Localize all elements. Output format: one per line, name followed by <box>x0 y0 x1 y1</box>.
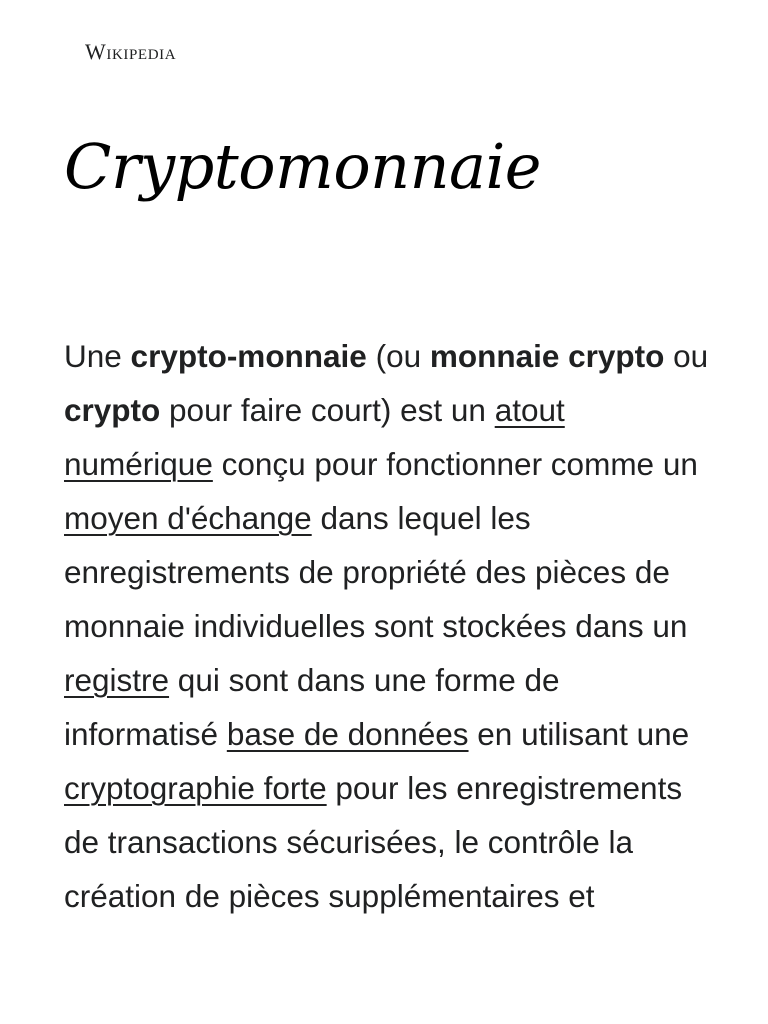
paragraph-text: en utilisant une <box>468 716 690 752</box>
paragraph-text: ou <box>664 338 709 374</box>
bold-term: crypto-monnaie <box>130 338 367 374</box>
paragraph-text: Une <box>64 338 131 374</box>
link-moyen-d-echange[interactable]: moyen d'échange <box>64 500 312 536</box>
paragraph-text: conçu pour fonctionner comme un <box>212 446 698 482</box>
paragraph-text: (ou <box>366 338 430 374</box>
paragraph-text: pour les enregistrements de transactions sécurisées, le contrôle la création de pièces supplémentaires et <box>64 770 683 914</box>
link-atout-numerique[interactable]: atout numérique <box>64 392 565 482</box>
article-paragraph <box>64 329 714 923</box>
paragraph-text: qui sont dans une forme de informatisé <box>64 662 560 752</box>
wikipedia-wordmark[interactable]: Wikipedia <box>85 39 177 64</box>
bold-term: crypto <box>64 392 161 428</box>
link-registre[interactable]: registre <box>64 662 170 698</box>
link-base-de-donnees[interactable]: base de données <box>226 716 469 752</box>
link-cryptographie-forte[interactable]: cryptographie forte <box>64 770 327 806</box>
page-title: Cryptomonnaie <box>64 130 541 203</box>
paragraph-text: pour faire court) est un <box>160 392 495 428</box>
paragraph-text: dans lequel les enregistrements de propriété des pièces de monnaie individuelles sont stockées dans un <box>64 500 688 644</box>
header <box>85 36 176 68</box>
bold-term: monnaie crypto <box>429 338 665 374</box>
